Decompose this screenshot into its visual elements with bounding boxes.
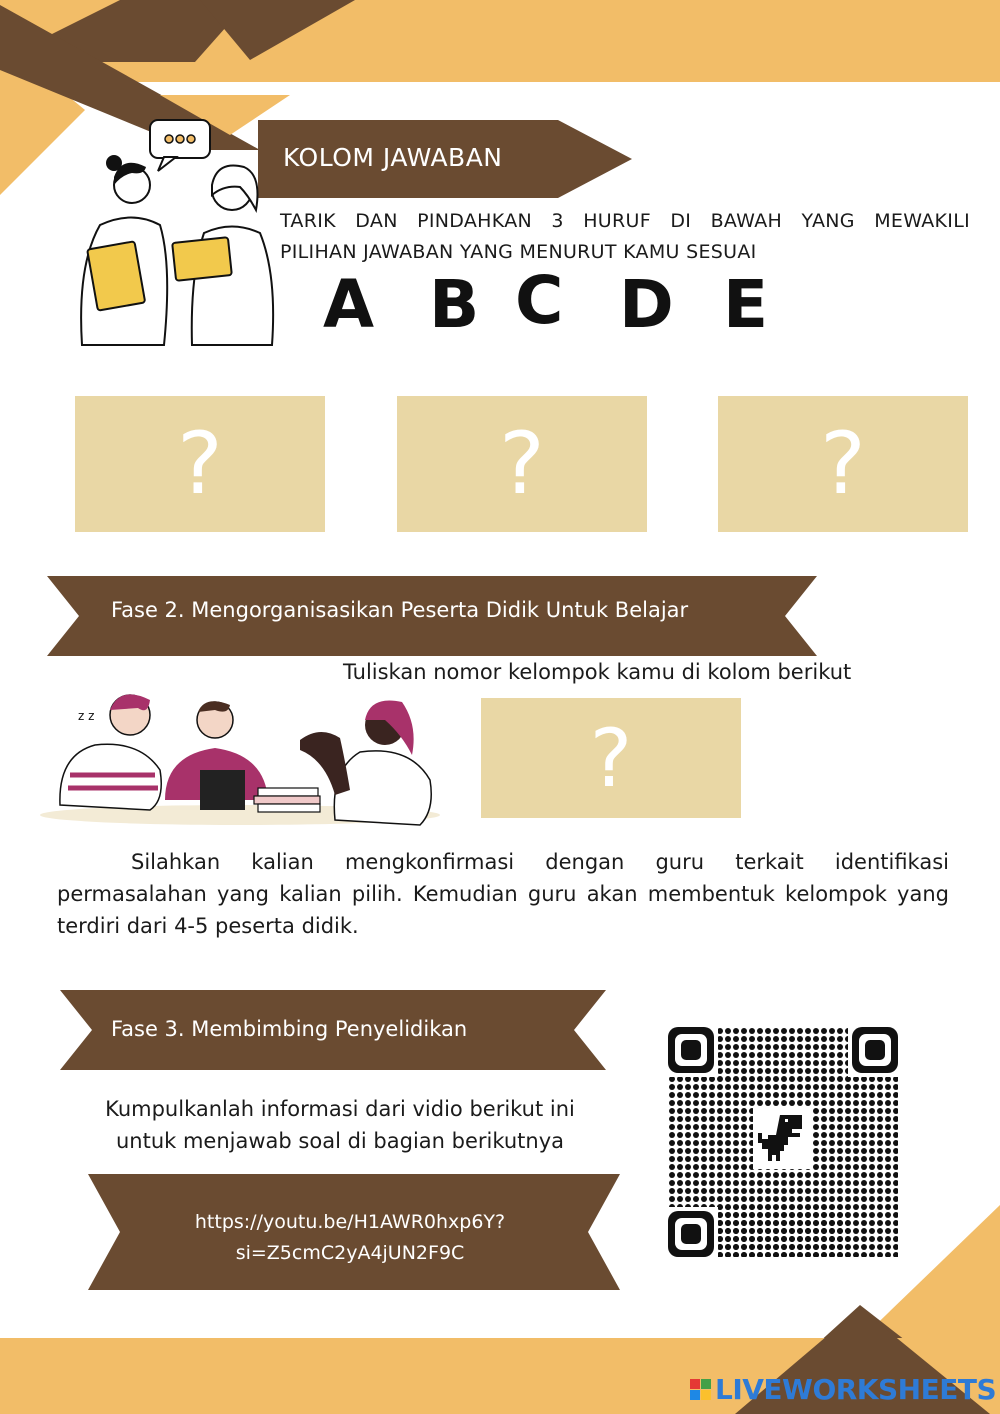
video-instruction-line-1: Kumpulkanlah informasi dari vidio berikut ini — [105, 1097, 575, 1121]
instruction-line-1: TARIK DAN PINDAHKAN 3 HURUF DI BAWAH YANG MEWAKILI — [280, 210, 970, 232]
answer-drop-box-3[interactable] — [718, 396, 968, 532]
question-mark: ? — [589, 711, 633, 805]
question-mark: ? — [499, 414, 545, 514]
draggable-letter-d[interactable]: D — [619, 266, 674, 343]
link-line-1: https://youtu.be/H1AWR0hxp6Y? — [194, 1211, 506, 1233]
qr-finder-top-left — [668, 1027, 714, 1073]
draggable-letter-a[interactable]: A — [323, 266, 375, 343]
answer-drop-box-2[interactable] — [397, 396, 647, 532]
group-number-input-box[interactable] — [481, 698, 741, 818]
instruction-text — [280, 206, 970, 268]
answer-drop-box-1[interactable] — [75, 396, 325, 532]
video-instruction-line-2: untuk menjawab soal di bagian berikutnya — [115, 1129, 565, 1153]
question-mark: ? — [177, 414, 223, 514]
logo-squares-icon — [690, 1379, 711, 1400]
svg-text:z z: z z — [78, 709, 95, 723]
group-number-prompt: Tuliskan nomor kelompok kamu di kolom berikut — [343, 660, 852, 684]
fase2-title: Fase 2. Mengorganisasikan Peserta Didik Untuk Belajar — [111, 598, 689, 622]
page-title: KOLOM JAWABAN — [283, 143, 503, 172]
study-group-illustration — [40, 680, 440, 830]
draggable-letter-e[interactable]: E — [723, 266, 769, 343]
instruction-paragraph: Silahkan kalian mengkonfirmasi dengan guru terkait identifikasi permasalahan yang kalian pilih. Kemudian guru akan membentuk kelompok yang terdiri dari 4-5 peserta didik. — [57, 850, 949, 938]
fase3-title: Fase 3. Membimbing Penyelidikan — [111, 1017, 468, 1041]
students-discussion-illustration — [72, 115, 282, 350]
video-instruction — [60, 1093, 620, 1157]
draggable-letter-b[interactable]: B — [429, 266, 480, 343]
instruction-line-2: PILIHAN JAWABAN YANG MENURUT KAMU SESUAI — [280, 241, 757, 263]
link-line-2: si=Z5cmC2yA4jUN2F9C — [235, 1242, 465, 1264]
qr-code — [668, 1027, 898, 1257]
brand-text: LIVEWORKSHEETS — [715, 1373, 997, 1406]
youtube-link[interactable] — [130, 1207, 570, 1269]
draggable-letter-c[interactable]: C — [515, 262, 564, 339]
liveworksheets-logo — [690, 1373, 996, 1406]
question-mark: ? — [820, 414, 866, 514]
